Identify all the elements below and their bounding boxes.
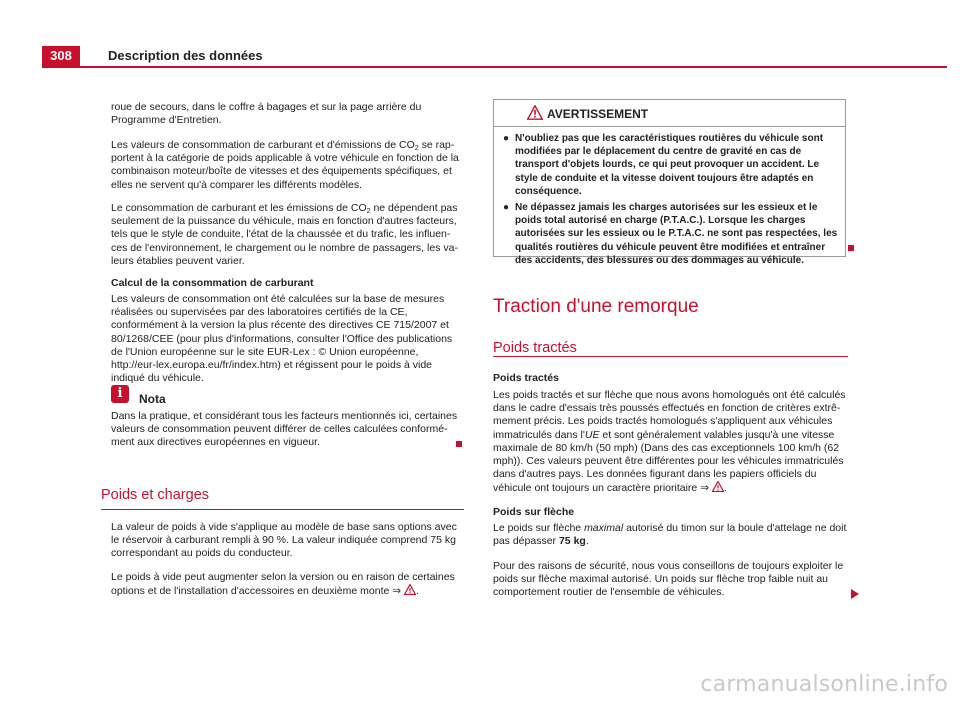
end-of-section-marker — [456, 441, 462, 447]
warning-body — [503, 132, 838, 270]
heading-trailer-towing: Traction d'une remorque — [493, 296, 699, 317]
subheading-towed-weights: Poids tractés — [493, 372, 559, 384]
continue-arrow-icon — [851, 589, 859, 599]
warning-header — [494, 100, 845, 127]
bullet: ● — [503, 133, 510, 144]
warning-icon — [527, 105, 543, 120]
heading-weights-loads: Poids et charges — [101, 487, 210, 503]
warning-item: ● Ne dépassez jamais les charges autorisées sur les essieux et le poids total autorisé en charge (P.T.A.C.). Lorsque les charges autorisées sur les essieux ou le P.T.A.C. ne sont pas respectées, les qualités routières du véhicule peuvent être modifiées et entraîner des accidents, des blessures ou des dommages au véhicule. — [503, 202, 838, 266]
note-text: Dans la pratique, et considérant tous les facteurs mentionnés ici, certaines valeurs de consommation peuvent différer de celles calculées conformément aux directives européennes en vigueur. — [111, 410, 458, 449]
heading-rule — [493, 356, 848, 357]
paragraph-spare-wheel: roue de secours, dans le coffre à bagages et sur la page arrière du Programme d'Entretien. — [111, 101, 422, 127]
heading-fuel-calculation: Calcul de la consommation de carburant — [111, 277, 314, 289]
watermark: carmanualsonline.info — [700, 672, 948, 697]
paragraph-empty-weight: La valeur de poids à vide s'applique au modèle de base sans options avec le réservoir à carburant rempli à 90 %. La valeur indiquée comprend 75 kg correspondant au poids du conducteur. — [111, 521, 457, 560]
paragraph-towed-weights: Les poids tractés et sur flèche que nous avons homologués ont été calculés dans le cadre d'essais très poussés effectués en fonction de critères extrêmement précis. Les poids tractés homologués s'appliquent aux véhicules immatriculés dans l'UE et sont généralement valables jusqu'à une vitesse maximale de 80 km/h (50 mph) (Dans des cas exceptionnels 100 km/h (62 mph)). Ces valeurs peuvent être différentes pour les véhicules immatriculés dans d'autres pays. Les données figurant dans les papiers officiels du véhicule ont toujours un caractère prioritaire ⇒ . — [493, 389, 846, 495]
paragraph-safety-advice: Pour des raisons de sécurité, nous vous conseillons de toujours exploiter le poids sur flèche maximal autorisé. Un poids sur flèche trop faible nuit au comportement routier de l'ensemble de véhicules. — [493, 560, 844, 599]
warning-box — [493, 99, 846, 266]
paragraph-drawbar-weight: Le poids sur flèche maximal autorisé du timon sur la boule d'attelage ne doit pas dépasser 75 kg. — [493, 522, 847, 548]
warning-icon — [404, 584, 416, 595]
bullet: ● — [503, 202, 510, 214]
page-number: 308 — [42, 46, 80, 66]
warning-icon — [712, 481, 724, 492]
warning-item: ● N'oubliez pas que les caractéristiques routières du véhicule sont modifiées par le déplacement du centre de gravité en cas de transport d'objets lourds, ce qui peut provoquer un accident. Le style de conduite et la vitesse doivent toujours être adaptés en conséquence. — [503, 133, 824, 197]
paragraph-fuel-calculation: Les valeurs de consommation ont été calculées sur la base de mesures réalisées ou supervisées par des laboratoires certifiés de la CE, conformément à la version la plus récente des directives CE 715/2007 et 80/1268/CEE (pour plus d'informations, consulter l'Office des publications de l'Union européenne sur le site EUR-Lex : © Union européenne, http://eur-lex.europa.eu/fr/index.htm) et régissent pour le poids à vide indiqué du véhicule. — [111, 293, 453, 385]
section-title: Description des données — [108, 48, 263, 63]
end-of-section-marker — [848, 245, 854, 251]
header-rule — [42, 66, 947, 68]
note-title: Nota — [139, 392, 166, 406]
page-header — [42, 46, 947, 66]
warning-title: AVERTISSEMENT — [547, 107, 649, 121]
paragraph-co2-categories: Les valeurs de consommation de carburant et d'émissions de $CO_2$ se rapportent à la catégorie de poids applicable à votre véhicule en fonction de la combinaison moteur/boîte de vitesses et des équipements spécifiques, et elles ne servent qu'à comparer les différents modèles. — [111, 139, 459, 191]
subheading-drawbar-weight: Poids sur flèche — [493, 506, 575, 518]
paragraph-weight-increase: Le poids à vide peut augmenter selon la version ou en raison de certaines options et de l'installation d'accessoires en deuxième monte ⇒ . — [111, 571, 455, 598]
paragraph-co2-factors: Le consommation de carburant et les émissions de $CO_2$ ne dépendent pas seulement de la puissance du véhicule, mais en fonction d'autres facteurs, tels que le style de conduite, l'état de la chaussée et du trafic, les influences de l'environnement, le chargement ou le nombre de passagers, les valeurs établies peuvent varier. — [111, 202, 458, 267]
info-icon: i — [111, 385, 129, 403]
heading-rule — [101, 509, 464, 510]
heading-towed-weights: Poids tractés — [493, 340, 577, 356]
